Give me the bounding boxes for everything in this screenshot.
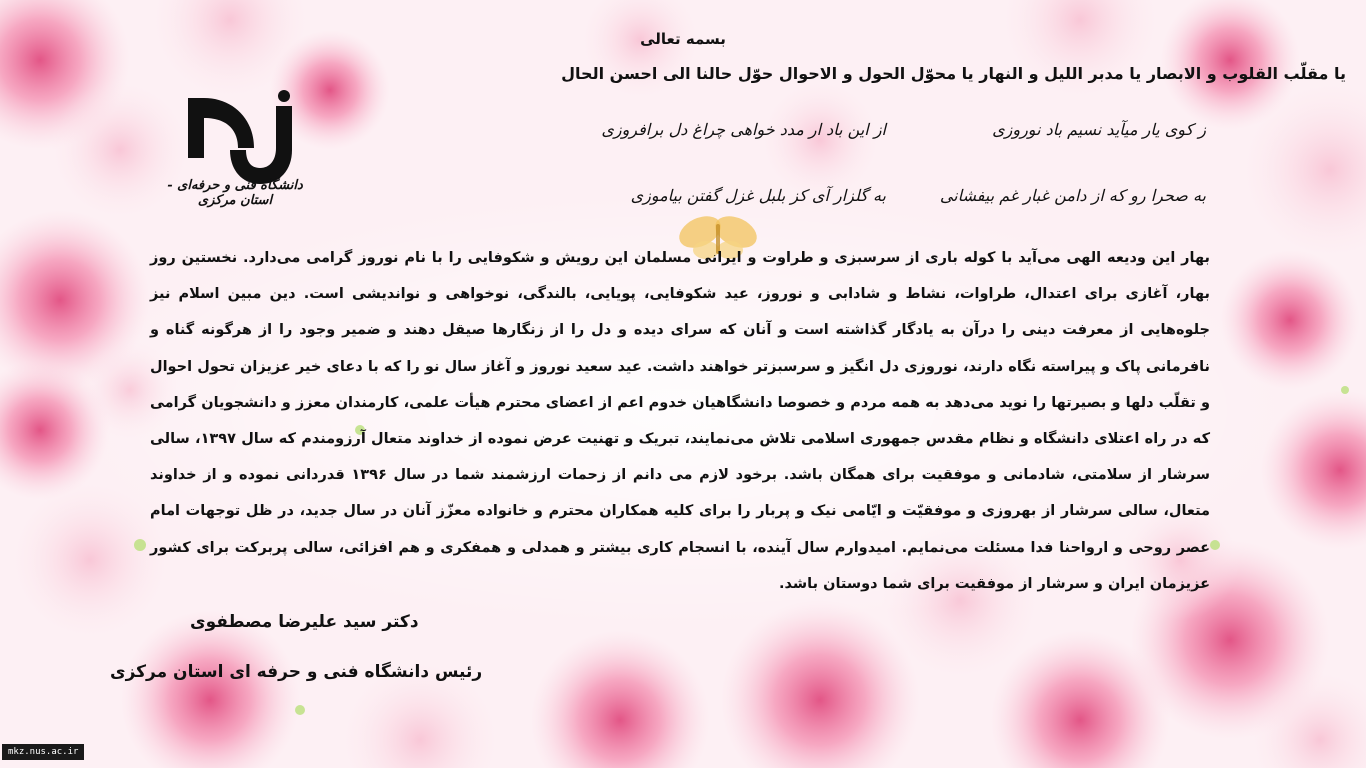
poem-line-2-hemistich-2: به گلزار آی کز بلبل غزل گفتن بیاموزی	[630, 186, 886, 205]
poem-line-1-hemistich-1: ز کوی یار میآید نسیم باد نوروزی	[992, 120, 1206, 139]
basmala-heading: بسمه تعالی	[640, 30, 726, 48]
poem-line-1	[601, 120, 1206, 144]
logo-caption: دانشگاه فنی و حرفه‌ای - استان مرکزی	[167, 178, 303, 208]
website-url-badge[interactable]: mkz.nus.ac.ir	[2, 744, 84, 760]
signer-title: رئیس دانشگاه فنی و حرفه ای استان مرکزی	[110, 662, 483, 682]
message-body: بهار این ودیعه الهی می‌آید با کوله باری از سرسبزی و طراوت و ایرانی مسلمان این رویش و شکوفایی را با نام نوروز گرامی می‌دارد. نخستین روز بهار، آغازی برای اعتدال، طراوات، نشاط و شادابی و نوروز، عید شکوفایی، پویایی، بالندگی، نوخواهی و نواندیشی است. دین مبین اسلام نیز جلوه‌هایی از معرفت دینی را درآن به یادگار گذاشته است و آنان که سرای دیده و دل را از زنگارها صیقل دهند و ضمیر وجود را از هرگونه گناه و نافرمانی پاک و پیراسته نگاه دارند، نوروزی دل انگیز و سرسبزتر خواهند داشت. عید سعید نوروز و آغاز سال نو را که با دعای خیر عزیزان تحول احوال و تقلّب دلها و بصیرتها را نوید می‌دهد به همه مردم و خصوصا دانشگاهیان خدوم اعم از اعضای محترم هیأت علمی، کارمندان معزز و دانشجویان گرامی که در راه اعتلای دانشگاه و نظام مقدس جمهوری اسلامی تلاش می‌نمایند، تبریک و تهنیت عرض نموده از خداوند متعال آرزومندم که سال ۱۳۹۷، سالی سرشار از سلامتی، شادمانی و موفقیت برای همگان باشد. برخود لازم می دانم از زحمات ارزشمند شما در سال ۱۳۹۶ قدردانی نموده و از خداوند متعال، سالی سرشار از بهروزی و موفقیّت و ایّامی نیک و پربار را برای کلیه همکاران محترم و خانواده معزّز آنان در سال جدید، در ظل توجهات امام عصر روحی و ارواحنا فدا مسئلت می‌نمایم. امیدوارم سال آینده، با انسجام کاری بیشتر و همدلی و همفکری و هم افزائی، سالی پربرکت برای کشور عزیزمان ایران و سرشار از موفقیت برای شما دوستان باشد.	[150, 250, 1211, 592]
poem-line-2	[606, 186, 1206, 210]
poem-line-2-hemistich-1: به صحرا رو که از دامن غبار غم بیفشانی	[939, 186, 1206, 205]
signer-name: دکتر سید علیرضا مصطفوی	[190, 612, 419, 632]
poem-line-1-hemistich-2: از این باد ار مدد خواهی چراغ دل برافروزی	[601, 120, 886, 139]
opening-prayer: یا مقلّب القلوب و الابصار یا مدبر اللیل و النهار یا محوّل الحول و الاحوال حوّل حالنا الی احسن الحال	[561, 64, 1346, 83]
